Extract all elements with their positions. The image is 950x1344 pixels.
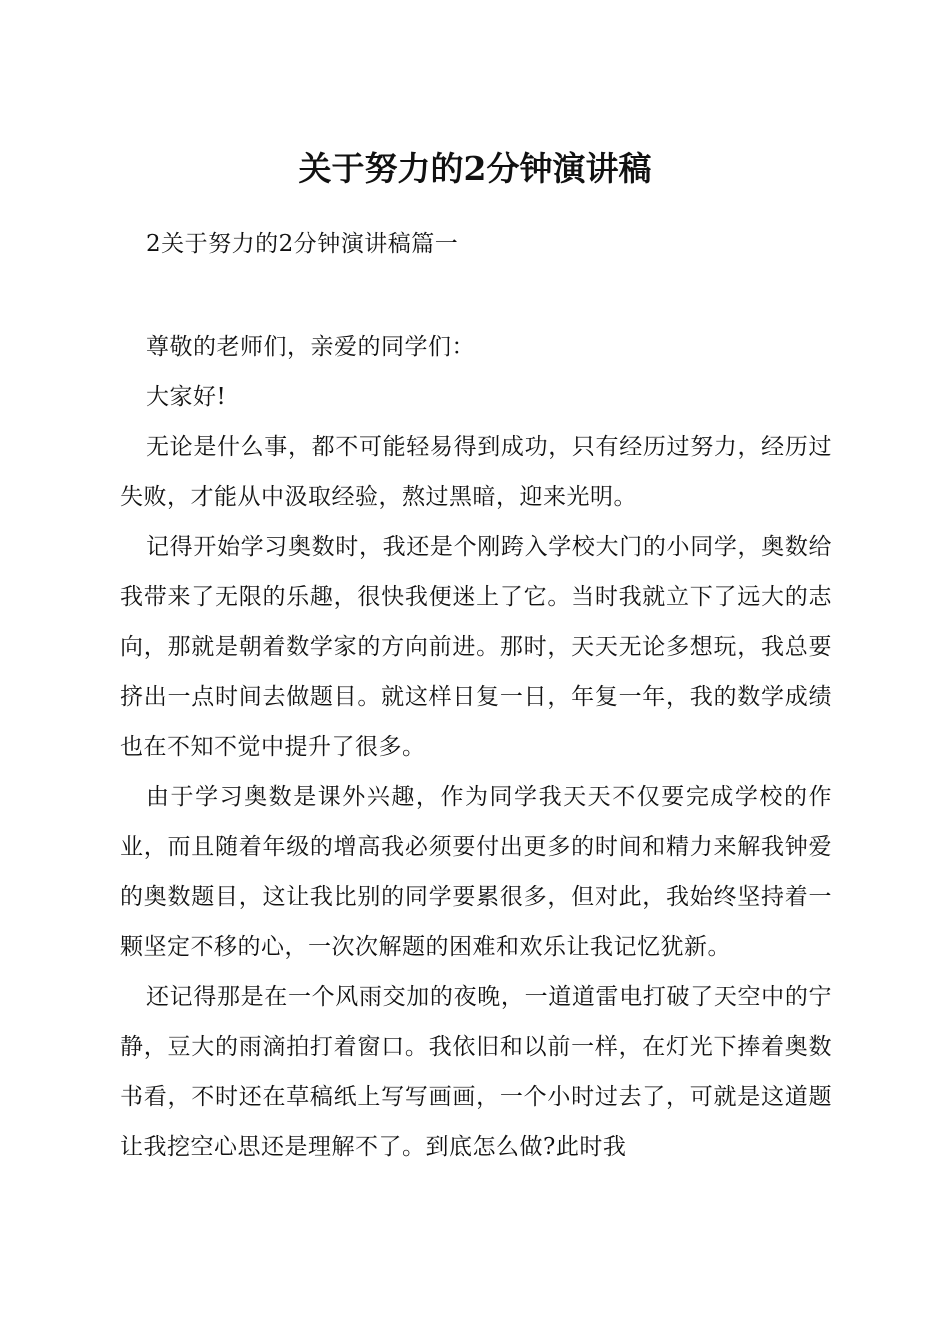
paragraph: 尊敬的老师们，亲爱的同学们： (146, 334, 475, 360)
paragraph: 由于学习奥数是课外兴趣，作为同学我天天不仅要完成学校的作业，而且随着年级的增高我必须要付出更多的时间和精力来解我钟爱的奥数题目，这让我比别的同学要累很多，但对此，我始终坚持着一颗坚定不移的心，一次次解题的困难和欢乐让我记忆犹新。 (120, 784, 832, 960)
document-title: 关于努力的2分钟演讲稿 (298, 149, 652, 188)
paragraph: 记得开始学习奥数时，我还是个刚跨入学校大门的小同学，奥数给我带来了无限的乐趣，很快我便迷上了它。当时我就立下了远大的志向，那就是朝着数学家的方向前进。那时，天天无论多想玩，我总要挤出一点时间去做题目。就这样日复一日，年复一年，我的数学成绩也在不知不觉中提升了很多。 (120, 534, 832, 760)
document-subtitle: 2关于努力的2分钟演讲稿篇一 (146, 231, 459, 257)
paragraph: 大家好! (146, 384, 227, 410)
paragraph: 无论是什么事，都不可能轻易得到成功，只有经历过努力，经历过失败，才能从中汲取经验，熬过黑暗，迎来光明。 (120, 434, 832, 510)
paragraph: 还记得那是在一个风雨交加的夜晚，一道道雷电打破了天空中的宁静，豆大的雨滴拍打着窗口。我依旧和以前一样，在灯光下捧着奥数书看，不时还在草稿纸上写写画画，一个小时过去了，可就是这道题让我挖空心思还是理解不了。到底怎么做?此时我 (120, 984, 832, 1160)
document-body (120, 322, 832, 1172)
